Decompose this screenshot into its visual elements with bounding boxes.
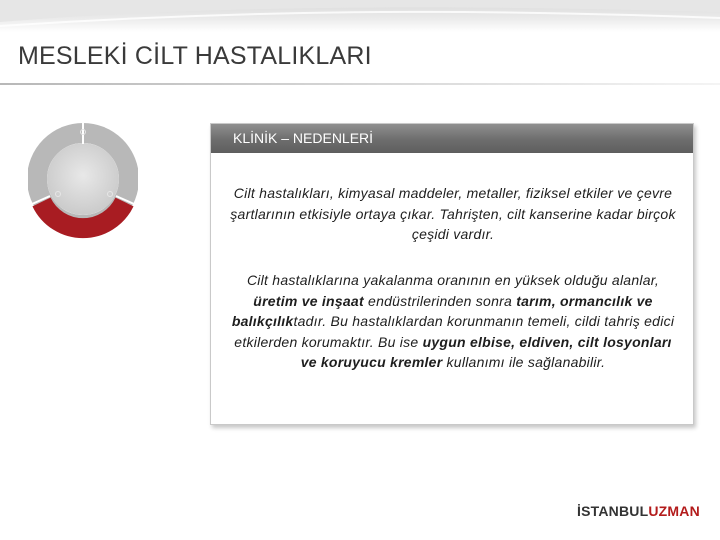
brand-logo	[577, 503, 700, 519]
p2-bold-1: üretim ve inşaat	[253, 292, 364, 309]
logo-part-1: İSTANBUL	[577, 503, 649, 519]
panel-heading: KLİNİK – NEDENLERİ	[233, 130, 374, 146]
p2-text-2: endüstrilerinden sonra	[363, 292, 517, 309]
panel-header	[211, 124, 693, 153]
slide-title: MESLEKİ CİLT HASTALIKLARI	[18, 42, 372, 70]
logo-part-2: UZMAN	[648, 503, 700, 519]
paragraph-2	[225, 270, 681, 373]
p2-bold-2: tarım, ormancılık ve balıkçılık	[231, 292, 653, 329]
top-swoosh-decoration	[0, 0, 720, 32]
paragraph-1: Cilt hastalıkları, kimyasal maddeler, metaller, fiziksel etkiler ve çevre şartlarının etkisiyle ortaya çıkar. Tahrişten, cilt kanserine kadar birçok çeşidi vardır.	[230, 185, 676, 242]
p2-text-3: tadır. Bu hastalıklardan korunmanın temeli, cildi tahriş edici etkilerden korumaktır. Bu ise	[234, 313, 675, 350]
content-panel	[210, 123, 694, 425]
p2-text-1: Cilt hastalıklarına yakalanma oranının en yüksek olduğu alanlar,	[246, 272, 660, 288]
progress-ring-graphic	[28, 122, 138, 242]
title-divider	[0, 83, 720, 85]
p2-bold-3: uygun elbise, eldiven, cilt losyonları ve koruyucu kremler	[300, 333, 672, 370]
p2-text-4: kullanımı ile sağlanabilir.	[442, 354, 606, 370]
